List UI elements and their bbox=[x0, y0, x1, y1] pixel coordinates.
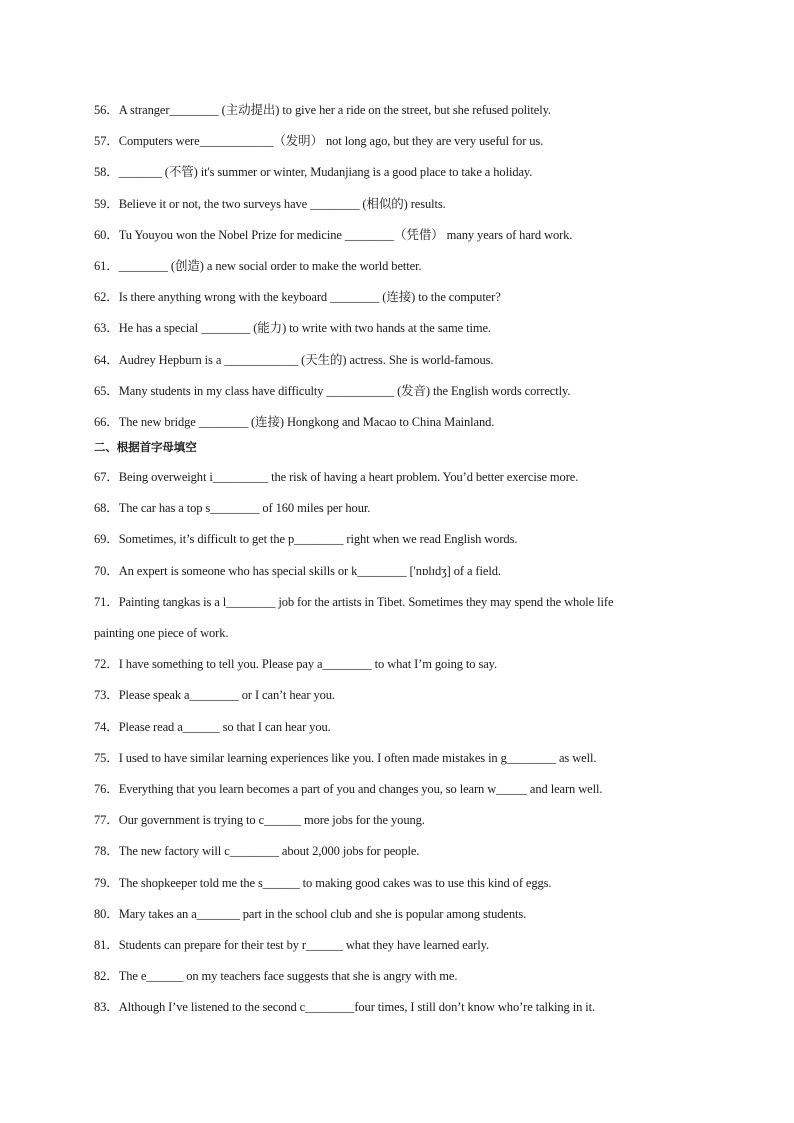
question-text: The e______ on my teachers face suggests that she is angry with me. bbox=[118, 969, 458, 984]
question-68 bbox=[94, 498, 704, 518]
question-66 bbox=[94, 412, 704, 432]
question-text: The shopkeeper told me the s______ to making good cakes was to use this kind of eggs. bbox=[118, 875, 552, 890]
question-number: 68． bbox=[94, 501, 119, 516]
question-text: painting one piece of work. bbox=[94, 626, 229, 640]
question-text: An expert is someone who has special skills or k________ ['nɒlɪdʒ] of a field. bbox=[118, 563, 501, 578]
question-number: 74． bbox=[94, 719, 119, 734]
question-64 bbox=[94, 350, 704, 370]
question-80 bbox=[94, 904, 704, 924]
question-text: Everything that you learn becomes a part of you and changes you, so learn w_____ and learn well. bbox=[118, 781, 603, 796]
question-text: Our government is trying to c______ more jobs for the young. bbox=[118, 813, 425, 828]
question-number: 61． bbox=[94, 258, 119, 273]
question-82 bbox=[94, 966, 704, 986]
question-number: 76． bbox=[94, 781, 119, 796]
question-61 bbox=[94, 256, 704, 276]
question-number: 77． bbox=[94, 813, 119, 828]
question-text: Although I’ve listened to the second c________four times, I still don’t know who’re talking in it. bbox=[118, 1000, 596, 1015]
question-number: 58． bbox=[94, 165, 119, 180]
question-63 bbox=[94, 318, 704, 338]
question-number: 57． bbox=[94, 134, 119, 149]
question-number: 66． bbox=[94, 414, 119, 429]
question-83 bbox=[94, 997, 704, 1017]
question-58 bbox=[94, 162, 704, 182]
question-text: Students can prepare for their test by r______ what they have learned early. bbox=[118, 937, 489, 952]
question-59 bbox=[94, 194, 704, 214]
question-73 bbox=[94, 685, 704, 705]
question-number: 63． bbox=[94, 321, 119, 336]
question-67 bbox=[94, 467, 704, 487]
question-text: ________ (创造) a new social order to make the world better. bbox=[118, 258, 422, 273]
question-text: Painting tangkas is a l________ job for the artists in Tibet. Sometimes they may spend the whole life bbox=[118, 594, 614, 609]
question-number: 60． bbox=[94, 227, 119, 242]
question-77 bbox=[94, 810, 704, 830]
question-75 bbox=[94, 748, 704, 768]
question-71-continued bbox=[94, 623, 704, 643]
question-text: I have something to tell you. Please pay a________ to what I’m going to say. bbox=[118, 657, 498, 672]
question-72 bbox=[94, 654, 704, 674]
question-text: Mary takes an a_______ part in the school club and she is popular among students. bbox=[118, 906, 527, 921]
question-79 bbox=[94, 873, 704, 893]
question-number: 65． bbox=[94, 383, 119, 398]
question-78 bbox=[94, 841, 704, 861]
question-text: I used to have similar learning experiences like you. I often made mistakes in g________ as well. bbox=[118, 750, 597, 765]
question-number: 79． bbox=[94, 875, 119, 890]
question-70 bbox=[94, 561, 704, 581]
question-text: Please read a______ so that I can hear you. bbox=[118, 719, 331, 734]
question-74 bbox=[94, 717, 704, 737]
question-number: 56． bbox=[94, 103, 119, 117]
question-69 bbox=[94, 529, 704, 549]
question-number: 67． bbox=[94, 470, 119, 485]
question-text: Tu Youyou won the Nobel Prize for medicine ________（凭借） many years of hard work. bbox=[118, 227, 573, 242]
question-number: 64． bbox=[94, 352, 119, 367]
question-text: A stranger________ (主动提出) to give her a ride on the street, but she refused politely. bbox=[118, 103, 551, 117]
question-number: 72． bbox=[94, 657, 119, 672]
question-number: 80． bbox=[94, 906, 119, 921]
question-number: 62． bbox=[94, 290, 119, 305]
question-number: 59． bbox=[94, 196, 119, 211]
question-60 bbox=[94, 225, 704, 245]
question-number: 71． bbox=[94, 594, 119, 609]
question-text: Please speak a________ or I can’t hear you. bbox=[118, 688, 335, 703]
question-56 bbox=[94, 100, 704, 120]
question-text: Many students in my class have difficulty ___________ (发音) the English words correctly. bbox=[118, 383, 571, 398]
question-number: 75． bbox=[94, 750, 119, 765]
section-heading: 二、根据首字母填空 bbox=[94, 440, 197, 455]
question-text: Computers were____________（发明） not long ago, but they are very useful for us. bbox=[118, 134, 544, 149]
question-number: 83． bbox=[94, 1000, 119, 1015]
question-number: 73． bbox=[94, 688, 119, 703]
question-65 bbox=[94, 381, 704, 401]
question-text: The new factory will c________ about 2,000 jobs for people. bbox=[118, 844, 420, 859]
question-62 bbox=[94, 287, 704, 307]
question-text: He has a special ________ (能力) to write with two hands at the same time. bbox=[118, 321, 491, 336]
question-number: 69． bbox=[94, 532, 119, 547]
question-text: The new bridge ________ (连接) Hongkong and Macao to China Mainland. bbox=[118, 414, 495, 429]
question-number: 81． bbox=[94, 937, 119, 952]
question-text: Audrey Hepburn is a ____________ (天生的) actress. She is world-famous. bbox=[118, 352, 494, 367]
question-71 bbox=[94, 592, 704, 612]
question-text: _______ (不管) it's summer or winter, Mudanjiang is a good place to take a holiday. bbox=[118, 165, 533, 180]
question-text: Sometimes, it’s difficult to get the p________ right when we read English words. bbox=[118, 532, 518, 547]
question-81 bbox=[94, 935, 704, 955]
question-57 bbox=[94, 131, 704, 151]
question-text: The car has a top s________ of 160 miles per hour. bbox=[118, 501, 371, 516]
question-number: 70． bbox=[94, 563, 119, 578]
question-text: Being overweight i_________ the risk of having a heart problem. You’d better exercise more. bbox=[118, 470, 579, 485]
question-text: Is there anything wrong with the keyboard ________ (连接) to the computer? bbox=[118, 290, 501, 305]
question-number: 78． bbox=[94, 844, 119, 859]
worksheet-page bbox=[94, 100, 704, 1028]
question-76 bbox=[94, 779, 704, 799]
question-number: 82． bbox=[94, 969, 119, 984]
question-text: Believe it or not, the two surveys have ________ (相似的) results. bbox=[118, 196, 446, 211]
